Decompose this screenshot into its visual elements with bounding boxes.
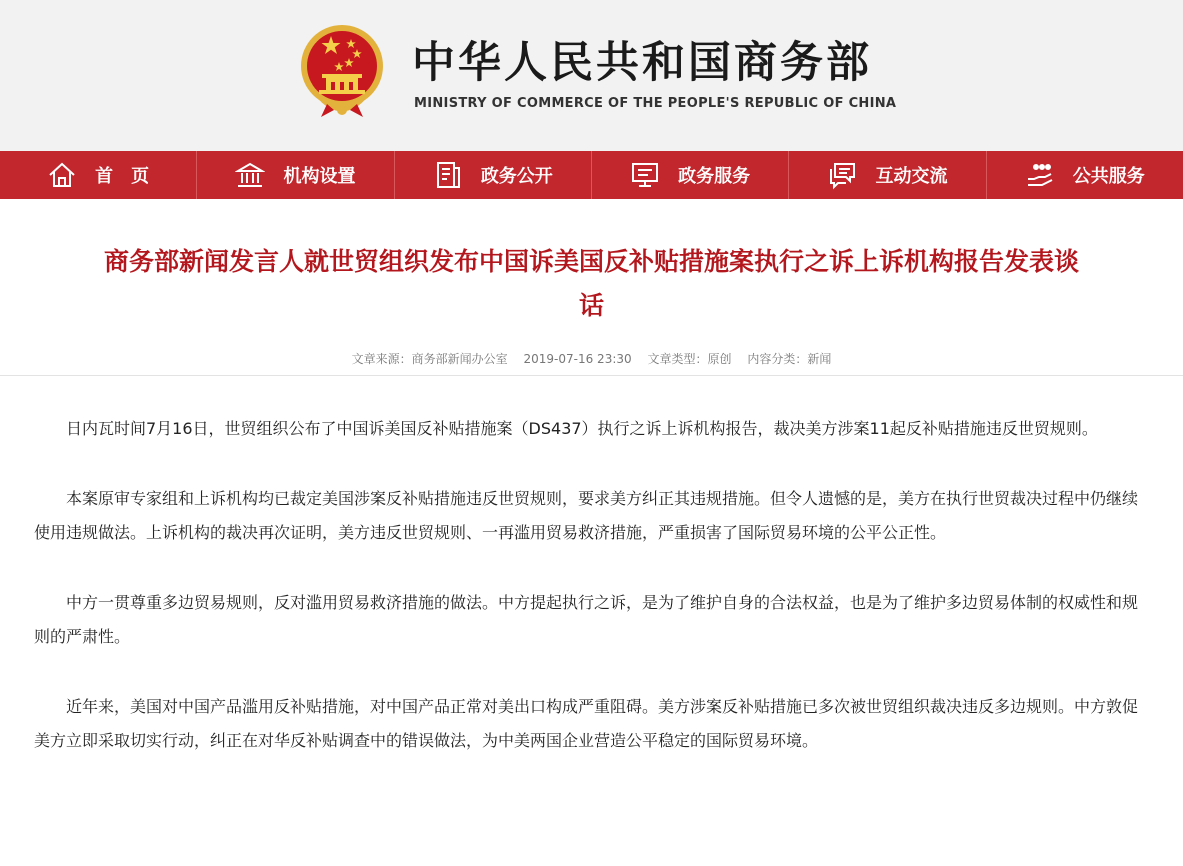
article-source: 文章来源：商务部新闻办公室 bbox=[351, 352, 508, 366]
nav-label-organization: 机构设置 bbox=[283, 166, 356, 187]
nav-item-government-services[interactable] bbox=[592, 151, 789, 199]
nav-item-government-affairs[interactable] bbox=[395, 151, 592, 199]
article-paragraph-3: 中方一贯尊重多边贸易规则，反对滥用贸易救济措施的做法。中方提起执行之诉，是为了维护自身的合法权益，也是为了维护多边贸易体制的权威性和规则的严肃性。 bbox=[34, 593, 1139, 646]
site-title-en: MINISTRY OF COMMERCE OF THE PEOPLE'S REPUBLIC OF CHINA bbox=[414, 96, 897, 111]
article-paragraph-2: 本案原审专家组和上诉机构均已裁定美国涉案反补贴措施违反世贸规则，要求美方纠正其违规措施。但令人遗憾的是，美方在执行世贸裁决过程中仍继续使用违规做法。上诉机构的裁决再次证明，美方违反世贸规则、一再滥用贸易救济措施，严重损害了国际贸易环境的公平公正性。 bbox=[34, 489, 1139, 542]
article-title bbox=[0, 240, 1183, 328]
article-title-line-1: 商务部新闻发言人就世贸组织发布中国诉美国反补贴措施案执行之诉上诉机构报告发表谈 bbox=[103, 247, 1079, 276]
home-icon bbox=[47, 160, 77, 190]
nav-label-government-affairs: 政务公开 bbox=[480, 166, 553, 187]
nav-label-public-services: 公共服务 bbox=[1072, 166, 1145, 187]
main-nav bbox=[0, 151, 1183, 199]
article-type: 文章类型：原创 bbox=[647, 352, 732, 366]
article-body bbox=[34, 412, 1144, 794]
article-category: 内容分类：新闻 bbox=[747, 352, 832, 366]
article-meta bbox=[0, 350, 1183, 367]
site-header bbox=[0, 0, 1183, 151]
article-paragraph-4: 近年来，美国对中国产品滥用反补贴措施，对中国产品正常对美出口构成严重阻碍。美方涉案反补贴措施已多次被世贸组织裁决违反多边规则。中方敦促美方立即采取切实行动，纠正在对华反补贴调查中的错误做法，为中美两国企业营造公平稳定的国际贸易环境。 bbox=[34, 697, 1139, 750]
nav-item-interaction[interactable] bbox=[789, 151, 986, 199]
article-datetime: 2019-07-16 23:30 bbox=[523, 352, 632, 366]
article-title-line-2: 话 bbox=[578, 291, 604, 320]
nav-label-interaction: 互动交流 bbox=[875, 166, 948, 187]
site-title-cn[interactable]: 中华人民共和国商务部 bbox=[412, 38, 872, 88]
nav-label-government-services: 政务服务 bbox=[678, 166, 751, 187]
meta-divider bbox=[0, 375, 1183, 376]
hand-service-icon bbox=[1025, 160, 1055, 190]
national-emblem-icon[interactable] bbox=[299, 22, 385, 118]
nav-item-organization[interactable] bbox=[197, 151, 394, 199]
building-icon bbox=[235, 160, 265, 190]
document-icon bbox=[433, 160, 463, 190]
nav-item-public-services[interactable] bbox=[987, 151, 1183, 199]
nav-label-home: 首页 bbox=[95, 166, 168, 187]
article-paragraph-1: 日内瓦时间7月16日，世贸组织公布了中国诉美国反补贴措施案（DS437）执行之诉上诉机构报告，裁决美方涉案11起反补贴措施违反世贸规则。 bbox=[66, 419, 1098, 438]
chat-icon bbox=[827, 160, 857, 190]
nav-item-home[interactable] bbox=[0, 151, 197, 199]
monitor-icon bbox=[630, 160, 660, 190]
